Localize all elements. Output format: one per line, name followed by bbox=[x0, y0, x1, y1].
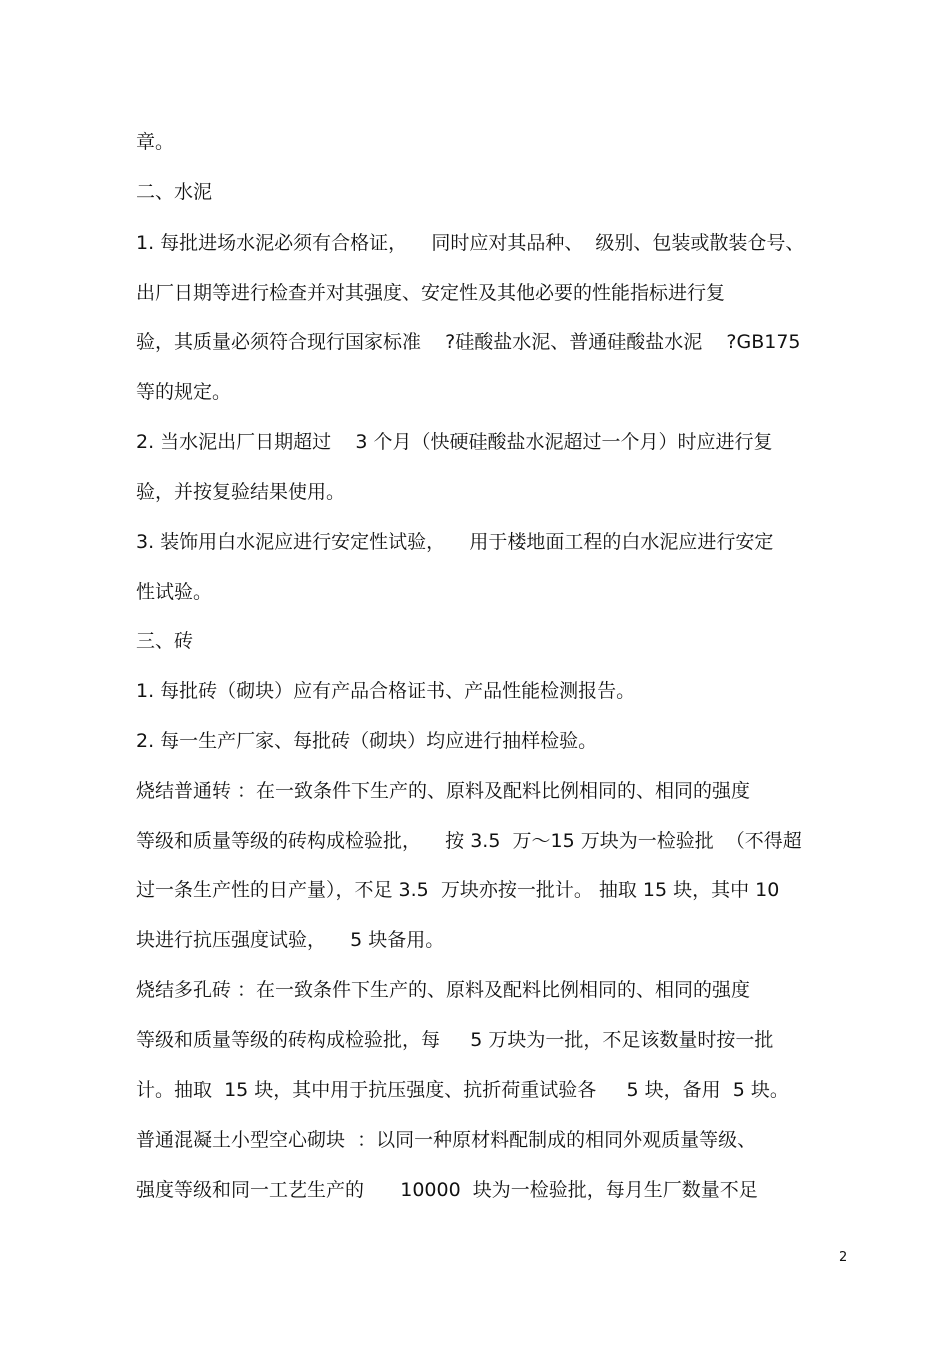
section-heading-cement: 二、水泥 bbox=[136, 181, 213, 203]
text-line: 1. 每批砖（砌块）应有产品合格证书、产品性能检测报告。 bbox=[136, 680, 636, 702]
text-line: 计。抽取 15 块，其中用于抗压强度、抗折荷重试验各 5 块，备用 5 块。 bbox=[136, 1079, 789, 1101]
text-line: 1. 每批进场水泥必须有合格证， 同时应对其品种、 级别、包装或散装仓号、 bbox=[136, 232, 805, 254]
text-line: 等的规定。 bbox=[136, 381, 232, 403]
text-line: 烧结普通转 ：在一致条件下生产的、原料及配料比例相同的、相同的强度 bbox=[136, 780, 751, 802]
text-line: 块进行抗压强度试验， 5 块备用。 bbox=[136, 929, 445, 951]
text-line: 性试验。 bbox=[136, 581, 213, 603]
text-line: 烧结多孔砖 ：在一致条件下生产的、原料及配料比例相同的、相同的强度 bbox=[136, 979, 751, 1001]
text-line: 章。 bbox=[136, 131, 175, 153]
text-line: 验，其质量必须符合现行国家标准 ?硅酸盐水泥、普通硅酸盐水泥 ?GB175 bbox=[136, 331, 801, 353]
text-line: 2. 每一生产厂家、每批砖（砌块）均应进行抽样检验。 bbox=[136, 730, 598, 752]
text-line: 强度等级和同一工艺生产的 10000 块为一检验批，每月生厂数量不足 bbox=[136, 1179, 758, 1201]
text-line: 3. 装饰用白水泥应进行安定性试验， 用于楼地面工程的白水泥应进行安定 bbox=[136, 531, 774, 553]
text-line: 等级和质量等级的砖构成检验批， 按 3.5 万～15 万块为一检验批 （不得超 bbox=[136, 830, 802, 852]
text-line: 2. 当水泥出厂日期超过 3 个月（快硬硅酸盐水泥超过一个月）时应进行复 bbox=[136, 431, 773, 453]
text-line: 等级和质量等级的砖构成检验批，每 5 万块为一批，不足该数量时按一批 bbox=[136, 1029, 774, 1051]
text-line: 出厂日期等进行检查并对其强度、安定性及其他必要的性能指标进行复 bbox=[136, 282, 726, 304]
text-line: 过一条生产性的日产量），不足 3.5 万块亦按一批计。 抽取 15 块，其中 10 bbox=[136, 879, 780, 901]
section-heading-brick: 三、砖 bbox=[136, 630, 194, 652]
page-number: 2 bbox=[839, 1250, 848, 1265]
text-line: 普通混凝土小型空心砌块 ：以同一种原材料配制成的相同外观质量等级、 bbox=[136, 1129, 757, 1151]
text-line: 验，并按复验结果使用。 bbox=[136, 481, 346, 503]
